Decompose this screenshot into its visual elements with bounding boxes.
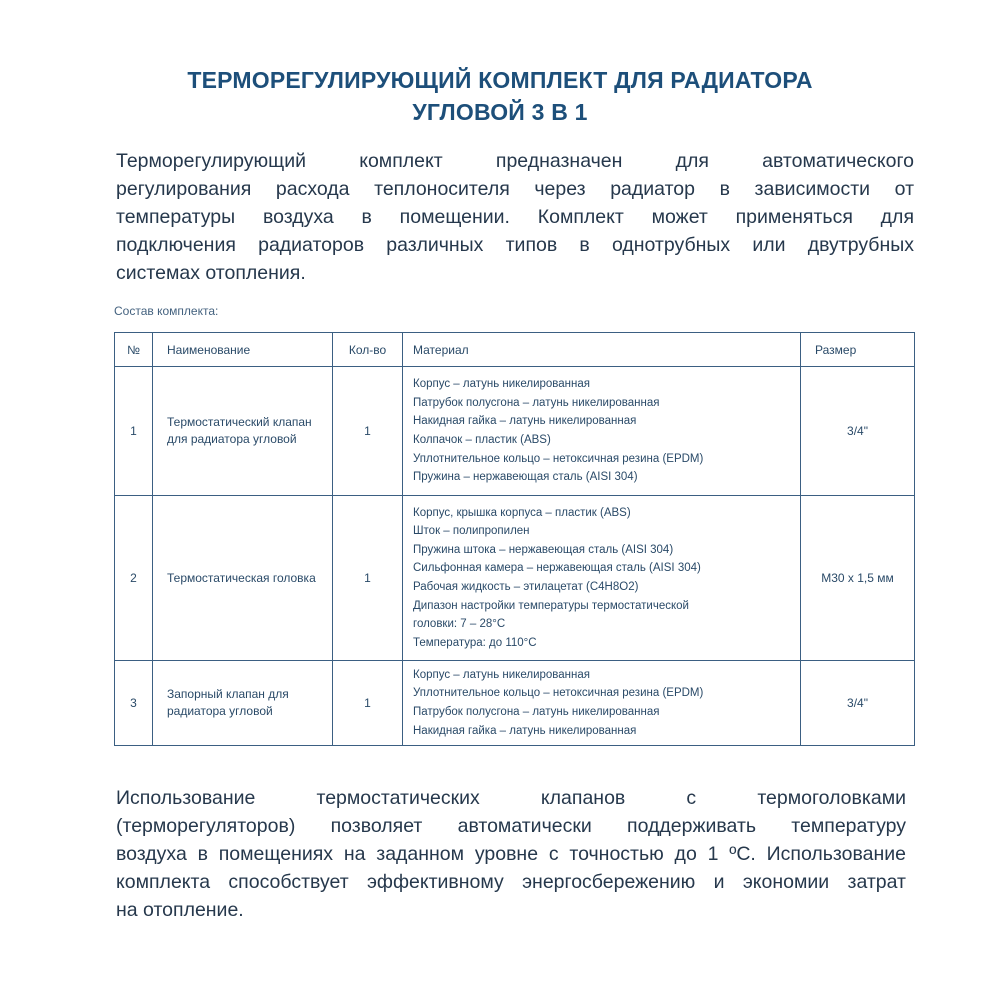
row-qty: 1 (333, 367, 403, 496)
material-line: Дипазон настройки температуры термостатической (413, 599, 689, 612)
table-row (115, 496, 915, 661)
table-caption: Состав комплекта: (114, 304, 219, 318)
title-line-1: ТЕРМОРЕГУЛИРУЮЩИЙ КОМПЛЕКТ ДЛЯ РАДИАТОРА (187, 67, 813, 93)
material-line: Уплотнительное кольцо – нетоксичная резина (EPDM) (413, 687, 704, 700)
material-line: Колпачок – пластик (ABS) (413, 434, 551, 446)
header-num: № (115, 333, 153, 367)
row-qty: 1 (333, 661, 403, 746)
material-line: Пружина – нержавеющая сталь (AISI 304) (413, 471, 638, 484)
row-material (403, 661, 801, 746)
outro-line: воздуха в помещениях на заданном уровне с точностью до 1 ºС. Использование (116, 843, 906, 865)
outro-line: Использование термостатических клапанов с термоголовками (116, 787, 906, 809)
row-size: 3/4" (801, 367, 915, 496)
intro-line: подключения радиаторов различных типов в однотрубных или двутрубных (116, 234, 914, 256)
row-size: 3/4" (801, 661, 915, 746)
row-num: 3 (115, 661, 153, 746)
material-line: Корпус – латунь никелированная (413, 668, 590, 681)
material-line: Пружина штока – нержавеющая сталь (AISI 304) (413, 543, 674, 556)
material-line: Патрубок полусгона – латунь никелированная (413, 396, 660, 409)
intro-line: температуры воздуха в помещении. Комплект может применяться для (116, 206, 914, 228)
header-size: Размер (801, 333, 915, 367)
outro-line: на отопление. (116, 899, 244, 921)
table-header-row (115, 333, 915, 367)
header-qty: Кол-во (333, 333, 403, 367)
intro-paragraph (116, 147, 914, 287)
material-line: головки: 7 – 28°С (413, 618, 506, 631)
outro-line: комплекта способствует эффективному энергосбережению и экономии затрат (116, 871, 906, 893)
table-row (115, 367, 915, 496)
material-line: Корпус – латунь никелированная (413, 378, 590, 391)
row-qty: 1 (333, 496, 403, 661)
material-line: Патрубок полусгона – латунь никелированная (413, 706, 660, 718)
material-line: Уплотнительное кольцо – нетоксичная резина (EPDM) (413, 452, 704, 465)
material-line: Шток – полипропилен (413, 525, 530, 538)
row-num: 2 (115, 496, 153, 661)
row-material (403, 367, 801, 496)
outro-paragraph (116, 784, 906, 924)
material-line: Накидная гайка – латунь никелированная (413, 724, 637, 737)
row-name: Запорный клапан для радиатора угловой (153, 661, 333, 746)
row-material (403, 496, 801, 661)
intro-line: системах отопления. (116, 262, 306, 284)
row-num: 1 (115, 367, 153, 496)
row-name: Термостатическая головка (153, 496, 333, 661)
material-line: Накидная гайка – латунь никелированная (413, 415, 637, 428)
kit-table (114, 332, 915, 746)
material-line: Рабочая жидкость – этилацетат (С4Н8О2) (413, 581, 639, 593)
title-line-2: УГЛОВОЙ 3 В 1 (412, 99, 588, 125)
page-title (0, 64, 1000, 128)
intro-line: регулирования расхода теплоносителя через радиатор в зависимости от (116, 178, 914, 200)
material-line: Температура: до 110°С (413, 636, 537, 649)
header-name: Наименование (153, 333, 333, 367)
material-line: Корпус, крышка корпуса – пластик (ABS) (413, 506, 631, 519)
material-line: Сильфонная камера – нержавеющая сталь (AISI 304) (413, 562, 701, 575)
table-row (115, 661, 915, 746)
intro-line: Терморегулирующий комплект предназначен для автоматического (116, 150, 914, 172)
header-material: Материал (403, 333, 801, 367)
outro-line: (терморегуляторов) позволяет автоматически поддерживать температуру (116, 815, 906, 837)
row-size: М30 х 1,5 мм (801, 496, 915, 661)
row-name: Термостатический клапан для радиатора угловой (153, 367, 333, 496)
